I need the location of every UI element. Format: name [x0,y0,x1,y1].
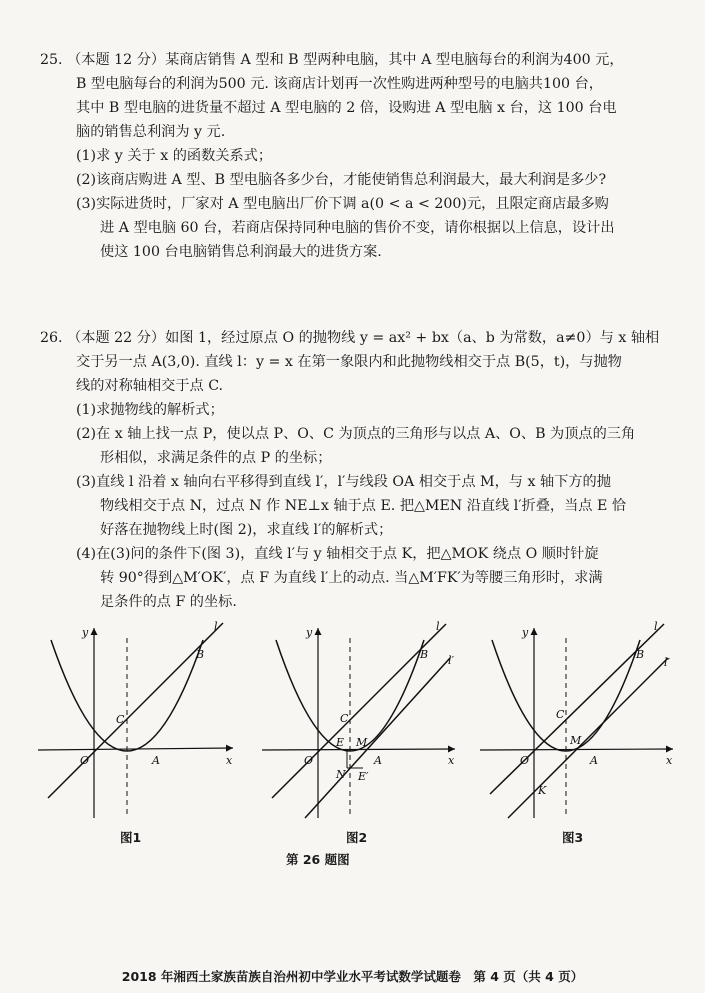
p26-question-4-line-2: 转 90°得到△M′OK′，点 F 为直线 l′上的动点. 当△M′FK′为等腰三角形时，求满 [100,570,603,586]
p25-question-3-line-2: 进 A 型电脑 60 台，若商店保持同种电脑的售价不变，请你根据以上信息，设计出 [100,220,615,236]
label-E-prime: E′ [358,770,369,783]
p25-question-3-line-3: 使这 100 台电脑销售总利润最大的进货方案. [100,244,382,260]
p25-line-2: B 型电脑每台的利润为500 元. 该商店计划再一次性购进两种型号的电脑共100 台， [76,76,603,92]
figure-1-diagram [28,618,238,828]
label-M: M [356,736,368,749]
label-B: B [420,648,429,661]
p26-question-3-line-2: 物线相交于点 N，过点 N 作 NE⊥x 轴于点 E. 把△MEN 沿直线 l′折叠，当点 E 恰 [100,498,627,514]
label-O: O [80,754,90,767]
label-l: l [214,620,218,633]
label-C: C [340,712,349,725]
label-y: y [82,626,89,639]
p25-line-3: 其中 B 型电脑的进货量不超过 A 型电脑的 2 倍，设购进 A 型电脑 x 台，这 100 台电 [76,100,617,116]
figure-3-label: 图3 [562,830,584,845]
label-E: E [336,736,345,749]
page-footer: 2018 年湘西土家族苗族自治州初中学业水平考试数学试题卷 第 4 页（共 4 页） [121,969,584,984]
label-K: K [538,784,547,797]
p26-line-1: 26. （本题 22 分）如图 1，经过原点 O 的抛物线 y = ax² + bx（a、b 为常数，a≠0）与 x 轴相 [40,330,660,346]
figure-2-label: 图2 [346,830,368,845]
label-O: O [520,754,530,767]
p25-question-3-line-1: (3)实际进货时，厂家对 A 型电脑出厂价下调 a(0 < a < 200)元，且限定商店最多购 [76,196,609,212]
p25-line-1: 25. （本题 12 分）某商店销售 A 型和 B 型两种电脑，其中 A 型电脑每台的利润为400 元， [40,52,624,68]
label-C: C [556,708,565,721]
problem-25 [40,48,670,264]
label-O: O [304,754,314,767]
line-l-prime [508,658,668,818]
label-A: A [590,754,598,767]
p26-line-3: 线的对称轴相交于点 C. [76,378,224,394]
p26-question-2-line-2: 形相似，求满足条件的点 P 的坐标； [100,450,332,466]
figure-2 [250,618,460,845]
label-M: M [570,734,582,747]
p26-question-3-line-3: 好落在抛物线上时(图 2)，求直线 l′的解析式； [100,522,393,538]
figure-caption: 第 26 题图 [286,852,350,867]
label-B: B [196,648,205,661]
label-l: l [654,620,658,633]
figure-3-diagram [468,618,678,828]
figure-3 [468,618,678,845]
p26-question-4-line-3: 足条件的点 F 的坐标. [100,594,237,610]
p26-question-4-line-1: (4)在(3)问的条件下(图 3)，直线 l′与 y 轴相交于点 K，把△MOK 绕点 O 顺时针旋 [76,546,599,562]
p26-question-1: (1)求抛物线的解析式； [76,402,224,418]
label-A: A [374,754,382,767]
figure-1 [28,618,238,845]
label-l-prime: l′ [664,656,671,669]
p26-question-2-line-1: (2)在 x 轴上找一点 P，使以点 P、O、C 为顶点的三角形与以点 A、O、B 为顶点的三角 [76,426,636,442]
label-y: y [522,626,529,639]
figure-2-diagram [250,618,460,828]
label-A: A [152,754,160,767]
figures-26 [28,618,678,868]
p26-line-2: 交于另一点 A(3,0). 直线 l：y = x 在第一象限内和此抛物线相交于点 B(5，t)，与抛物 [76,354,622,370]
figure-1-label: 图1 [120,830,142,845]
label-N: N [336,768,346,781]
label-B: B [636,648,645,661]
problem-26 [40,326,670,614]
label-l: l [436,620,440,633]
label-x: x [226,754,233,767]
label-x: x [666,754,673,767]
label-l-prime: l′ [448,654,455,667]
p25-line-4: 脑的销售总利润为 y 元. [76,124,226,140]
p26-question-3-line-1: (3)直线 l 沿着 x 轴向右平移得到直线 l′，l′与线段 OA 相交于点 M，与 x 轴下方的抛 [76,474,611,490]
label-x: x [448,754,455,767]
label-C: C [116,713,125,726]
label-y: y [306,626,313,639]
p25-question-1: (1)求 y 关于 x 的函数关系式； [76,148,273,164]
p25-question-2: (2)该商店购进 A 型、B 型电脑各多少台，才能使销售总利润最大，最大利润是多少? [76,172,607,188]
line-l-prime [305,658,450,818]
